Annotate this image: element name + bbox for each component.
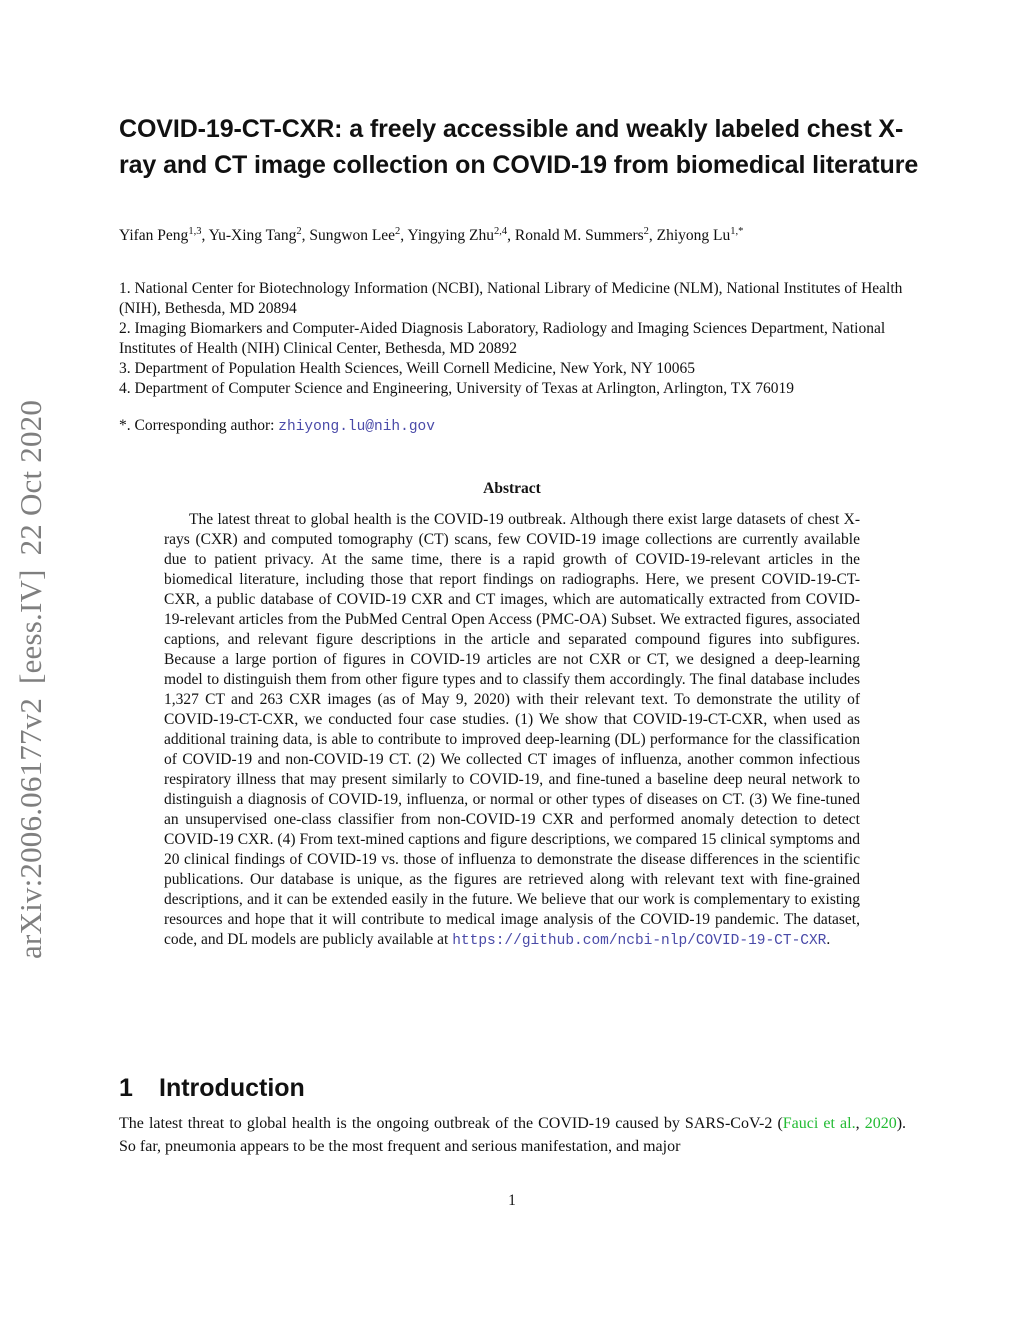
affiliation-item: 1. National Center for Biotechnology Information (NCBI), National Library of Medicine (NLM), National Institutes of Health (NIH), Bethesda, MD 20894: [119, 280, 903, 317]
corresponding-author: [119, 416, 909, 437]
author-affil-mark: 1,*: [730, 225, 744, 237]
arxiv-identifier: arXiv:2006.06177v2: [13, 697, 48, 959]
corresponding-label: *. Corresponding author:: [119, 417, 275, 434]
affiliation-item: 4. Department of Computer Science and Engineering, University of Texas at Arlington, Arlington, TX 76019: [119, 380, 795, 397]
section-title: Introduction: [159, 1074, 305, 1102]
intro-text-continued: ). So far, pneumonia appears to be the most frequent and serious manifestation, and major: [119, 1115, 907, 1155]
page-number: 1: [508, 1192, 516, 1209]
corresponding-email-link[interactable]: zhiyong.lu@nih.gov: [278, 419, 435, 435]
section-heading: [119, 1071, 305, 1105]
citation-authors-link[interactable]: Fauci et al.: [782, 1115, 856, 1132]
section-number: 1: [119, 1074, 133, 1102]
arxiv-date: 22 Oct 2020: [13, 399, 48, 556]
author-affil-mark: 2: [395, 225, 401, 237]
citation-year-link[interactable]: 2020: [864, 1115, 897, 1132]
affiliation-item: 3. Department of Population Health Sciences, Weill Cornell Medicine, New York, NY 10065: [119, 360, 696, 377]
author-name: Yingying Zhu: [407, 227, 495, 244]
author-list: Yifan Peng$^{1,3}$, Yu-Xing Tang$^2$, Sungwon Lee$^2$, Yingying Zhu$^{2,4}$, Ronald M. Summers$^2$, Zhiyong $Lu^{1,*}$: [119, 225, 744, 244]
intro-text: The latest threat to global health is the ongoing outbreak of the COVID-19 caused by SARS-CoV-2 (: [119, 1115, 783, 1132]
author-affil-mark: 1,3: [188, 225, 202, 237]
author-name: Zhiyong Lu: [656, 227, 731, 244]
author-name: Yu-Xing Tang: [208, 227, 297, 244]
author-affil-mark: 2,4: [494, 225, 508, 237]
affiliation-item: 2. Imaging Biomarkers and Computer-Aided Diagnosis Laboratory, Radiology and Imaging Sciences Department, National Institutes of Health (NIH) Clinical Center, Bethesda, MD 20892: [119, 320, 886, 357]
affiliation-list: [119, 279, 909, 399]
arxiv-category: [eess.IV]: [13, 569, 48, 684]
author-name: Ronald M. Summers: [514, 227, 644, 244]
citation-separator: ,: [855, 1115, 865, 1132]
intro-paragraph: [119, 1112, 906, 1158]
author-affil-mark: 2: [643, 225, 649, 237]
paper-title: COVID-19-CT-CXR: a freely accessible and weakly labeled chest X-ray and CT image collection on COVID-19 from biomedical literature: [119, 115, 919, 179]
author-affil-mark: 2: [296, 225, 302, 237]
github-repo-link[interactable]: https://github.com/ncbi-nlp/COVID-19-CT-CXR: [452, 933, 827, 949]
abstract-end: .: [826, 931, 831, 948]
abstract-heading: Abstract: [483, 480, 541, 497]
author-name: Yifan Peng: [119, 227, 189, 244]
abstract-body: [164, 510, 860, 951]
author-name: Sungwon Lee: [309, 227, 396, 244]
abstract-text: The latest threat to global health is the COVID-19 outbreak. Although there exist large datasets of chest X-rays (CXR) and computed tomography (CT) scans, few COVID-19 image collections are currently available due to patient privacy. At the same time, there is a rapid growth of COVID-19-relevant articles in the biomedical literature, including those that report findings on radiographs. Here, we present COVID-19-CT-CXR, a public database of COVID-19 CXR and CT images, which are automatically extracted from COVID-19-relevant articles from the PubMed Central Open Access (PMC-OA) Subset. We extracted figures, associated captions, and relevant figure descriptions in the article and separated compound figures into subfigures. Because a large portion of figures in COVID-19 articles are not CXR or CT, we designed a deep-learning model to distinguish them from other figure types and to classify them accordingly. The final database includes 1,327 CT and 263 CXR images (as of May 9, 2020) with their relevant text. To demonstrate the utility of COVID-19-CT-CXR, we conducted four case studies. (1) We show that COVID-19-CT-CXR, when used as additional training data, is able to contribute to improved deep-learning (DL) performance for the classification of COVID-19 and non-COVID-19 CT. (2) We collected CT images of influenza, another common infectious respiratory illness that may present similarly to COVID-19, and fine-tuned a baseline deep neural network to distinguish a diagnosis of COVID-19, influenza, or normal or other types of diseases on CT. (3) We fine-tuned an unsupervised one-class classifier from non-COVID-19 CXR and performed anomaly detection to detect COVID-19 CXR. (4) From text-mined captions and figure descriptions, we compared 15 clinical symptoms and 20 clinical findings of COVID-19 vs. those of influenza to demonstrate the disease differences in the scientific publications. Our database is unique, as the figures are retrieved along with relevant text with fine-grained descriptions, and it can be extended easily in the future. We believe that our work is complementary to existing resources and hope that it will contribute to medical image analysis of the COVID-19 pandemic. The dataset, code, and DL models are publicly available at: [164, 511, 860, 948]
arxiv-sidebar-stamp: [6, 349, 56, 959]
